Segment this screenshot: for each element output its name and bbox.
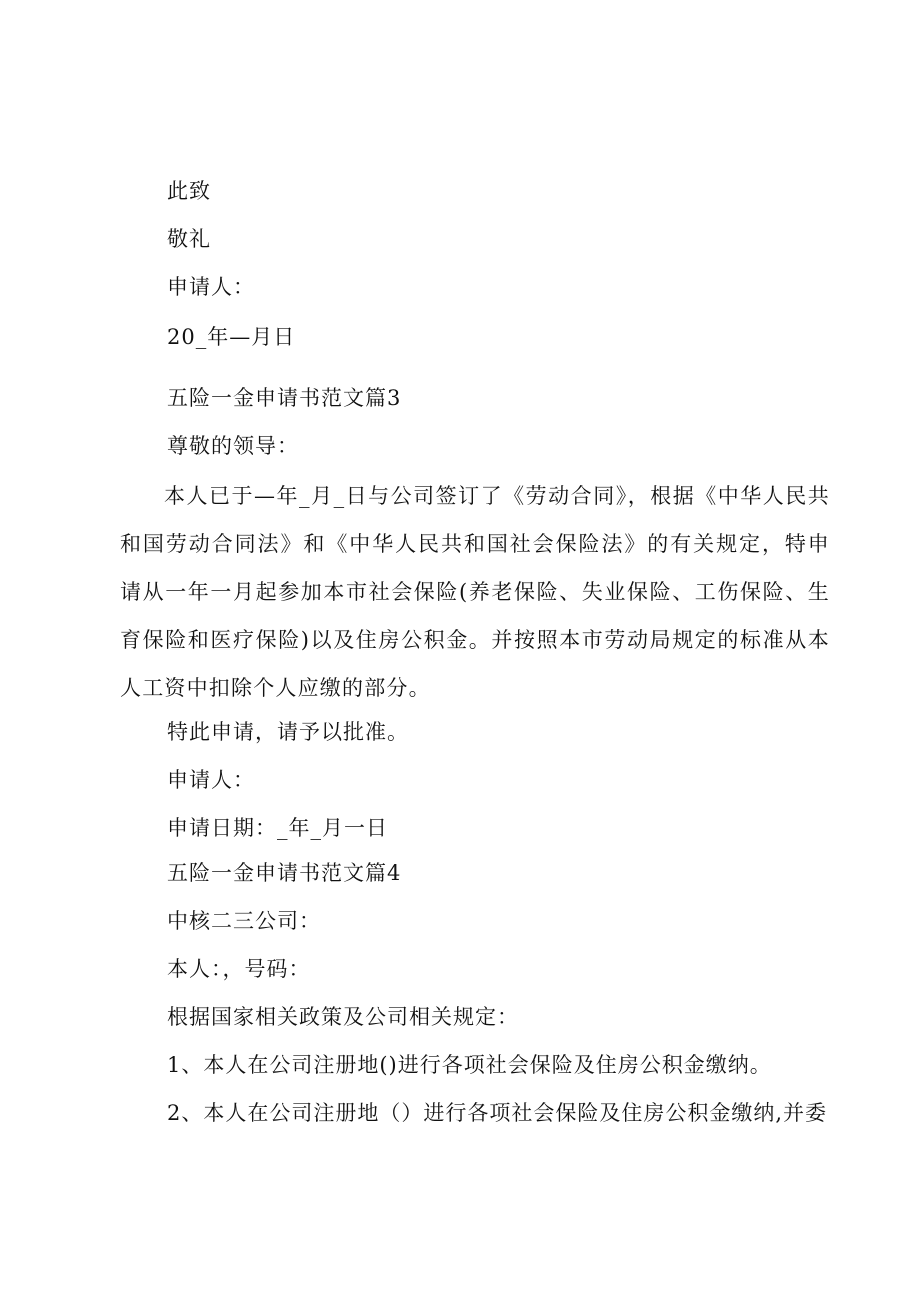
date-line: 20_年—月日 bbox=[167, 325, 296, 349]
section-title-4: 五险一金申请书范文篇4 bbox=[167, 861, 402, 885]
id-line-4: 本人：，号码： bbox=[167, 957, 311, 981]
closing-line-2: 敬礼 bbox=[167, 227, 211, 251]
closing-line-1: 此致 bbox=[167, 179, 211, 203]
list-item-2: 2、本人在公司注册地（）进行各项社会保险及住房公积金缴纳,并委 bbox=[167, 1101, 828, 1125]
applicant-label-3: 申请人： bbox=[167, 768, 255, 792]
request-line-3: 特此申请，请予以批准。 bbox=[167, 720, 409, 744]
section-title-3: 五险一金申请书范文篇3 bbox=[167, 386, 402, 410]
application-date-3: 申请日期：_年_月一日 bbox=[167, 816, 388, 840]
salutation-4: 中核二三公司： bbox=[167, 909, 321, 933]
applicant-label: 申请人： bbox=[167, 275, 255, 299]
salutation-3: 尊敬的领导： bbox=[167, 434, 299, 458]
body-paragraph-3: 本人已于—年_月_日与公司签订了《劳动合同》，根据《中华人民共和国劳动合同法》和《中华人民共和国社会保险法》的有关规定，特申请从一年一月起参加本市社会保险(养老保险、失业保险、工伤保险、生育保险和医疗保险)以及住房公积金。并按照本市劳动局规定的标准从本人工资中扣除个人应缴的部分。 bbox=[120, 484, 830, 700]
list-item-1: 1、本人在公司注册地()进行各项社会保险及住房公积金缴纳。 bbox=[167, 1053, 772, 1077]
basis-line-4: 根据国家相关政策及公司相关规定： bbox=[167, 1005, 519, 1029]
